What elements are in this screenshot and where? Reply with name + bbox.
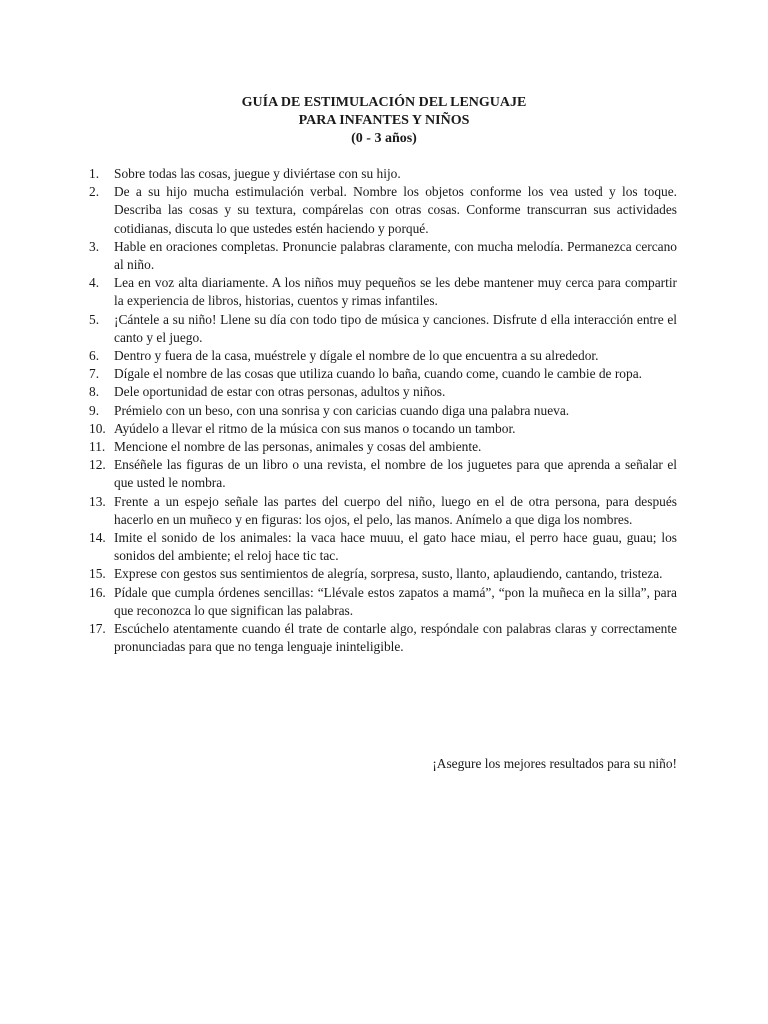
list-item-text: Enséñele las figuras de un libro o una revista, el nombre de los juguetes para que aprenda a señalar el que usted le nombra. [114,457,677,491]
list-item-number: 10. [89,420,106,436]
list-item [89,620,677,656]
list-item-number: 5. [89,311,100,327]
list-item-text: De a su hijo mucha estimulación verbal. Nombre los objetos conforme los vea usted y los toque. Describa las cosas y su textura, compárelas con otras cosas. Conforme transcurran sus actividades cotidianas, discuta lo que ustedes estén haciendo y porqué. [114,184,677,236]
list-item-number: 6. [89,348,100,364]
list-item-text: Escúchelo atentamente cuando él trate de contarle algo, respóndale con palabras claras y correctamente pronunciadas para que no tenga lenguaje ininteligible. [114,621,677,655]
list-item-number: 4. [89,275,100,291]
list-item [89,383,677,401]
list-item [89,584,677,620]
list-item-text: Prémielo con un beso, con una sonrisa y con caricias cuando diga una palabra nueva. [114,402,570,418]
list-item-text: Dele oportunidad de estar con otras personas, adultos y niños. [114,384,446,400]
title-line: GUÍA DE ESTIMULACIÓN DEL LENGUAJE [241,95,527,110]
list-item-number: 3. [89,238,100,254]
list-item-number: 11. [89,439,106,455]
list-item [89,438,677,456]
list-item-text: Pídale que cumpla órdenes sencillas: “Llévale estos zapatos a mamá”, “pon la muñeca en la silla”, para que reconozca lo que significan las palabras. [114,584,677,618]
list-item-text: Ayúdelo a llevar el ritmo de la música con sus manos o tocando un tambor. [114,420,516,436]
list-item [89,347,677,365]
list-item [89,274,677,310]
list-item-number: 9. [89,402,100,418]
list-item-text: Frente a un espejo señale las partes del cuerpo del niño, luego en el de otra persona, para después hacerlo en un muñeco y en figuras: los ojos, el pelo, las manos. Anímelo a que diga los nombres. [114,493,677,527]
list-item-number: 14. [89,530,106,546]
list-item [89,565,677,583]
list-item-text: Lea en voz alta diariamente. A los niños muy pequeños se les debe mantener muy cerca para compartir la experiencia de libros, historias, cuentos y rimas infantiles. [114,275,677,309]
title-subtitle-age-range: (0 - 3 años) [351,131,417,146]
list-item-text: ¡Cántele a su niño! Llene su día con todo tipo de música y canciones. Disfrute d ella interacción entre el canto y el juego. [114,311,677,345]
list-item-text: Mencione el nombre de las personas, animales y cosas del ambiente. [114,439,482,455]
list-item [89,456,677,492]
title-line: PARA INFANTES Y NIÑOS [298,113,470,128]
list-item-text: Exprese con gestos sus sentimientos de alegría, sorpresa, susto, llanto, aplaudiendo, cantando, tristeza. [114,566,663,582]
list-item [89,529,677,565]
list-item [89,420,677,438]
list-item-number: 17. [89,621,106,637]
list-item-number: 1. [89,166,100,181]
list-item [89,493,677,529]
list-item [89,165,677,183]
list-item-number: 8. [89,384,100,400]
list-item-number: 2. [89,184,100,200]
closing-statement: ¡Asegure los mejores resultados para su niño! [432,756,677,771]
list-item [89,183,677,238]
list-item-number: 15. [89,566,106,582]
list-item-number: 12. [89,457,106,473]
list-item-number: 16. [89,584,106,600]
list-item-text: Sobre todas las cosas, juegue y diviértase con su hijo. [114,166,401,181]
list-item-text: Dígale el nombre de las cosas que utiliza cuando lo baña, cuando come, cuando le cambie de ropa. [114,366,642,382]
document-title [0,94,768,148]
list-item-number: 13. [89,493,106,509]
list-item [89,238,677,274]
guide-list [89,165,677,656]
list-item [89,365,677,383]
list-item-text: Dentro y fuera de la casa, muéstrele y dígale el nombre de lo que encuentra a su alrededor. [114,348,599,364]
list-item [89,402,677,420]
list-item-text: Hable en oraciones completas. Pronuncie palabras claramente, con mucha melodía. Permanezca cercano al niño. [114,238,677,273]
list-item [89,311,677,347]
list-item-text: Imite el sonido de los animales: la vaca hace muuu, el gato hace miau, el perro hace guau, guau; los sonidos del ambiente; el reloj hace tic tac. [114,530,677,564]
list-item-number: 7. [89,366,100,382]
